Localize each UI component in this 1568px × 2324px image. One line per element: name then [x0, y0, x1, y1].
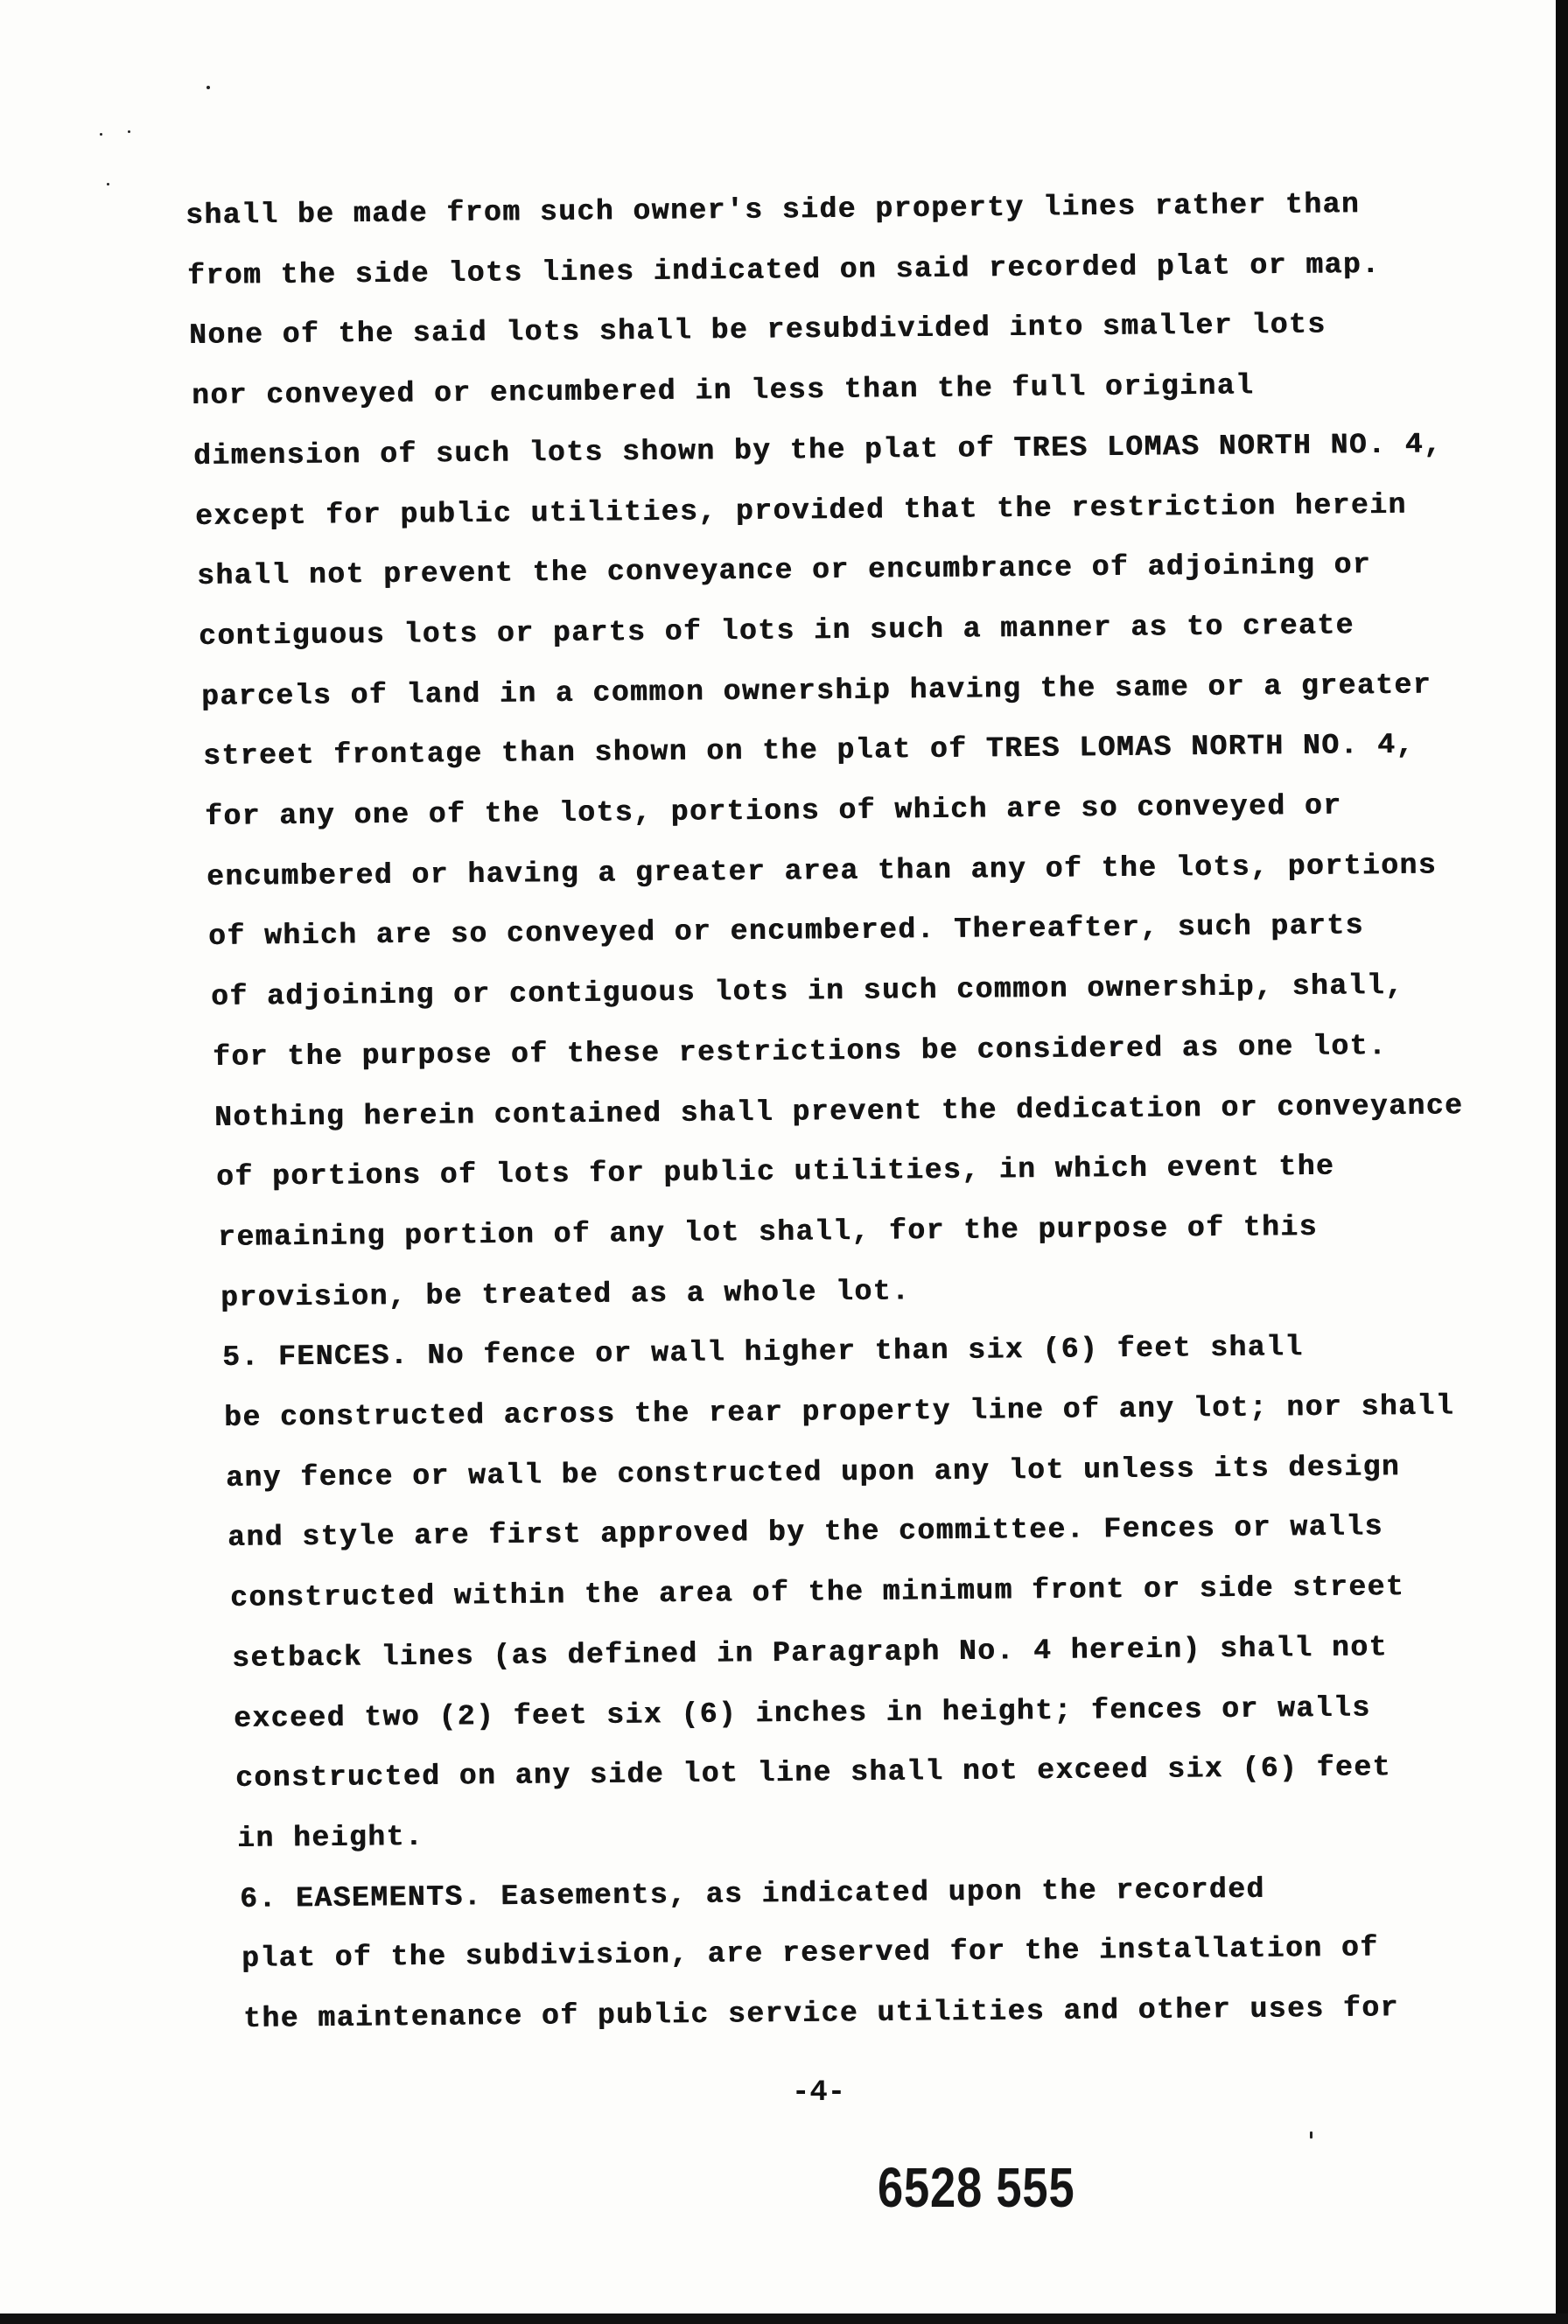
document-text-line: plat of the subdivision, are reserved for the installation of — [241, 1931, 1379, 1976]
document-text-line: the maintenance of public service utilities and other uses for — [242, 1992, 1399, 2035]
document-text-line: encumbered or having a greater area than any of the lots, portions — [206, 849, 1438, 893]
scan-speck — [206, 86, 210, 89]
scan-border-right — [1556, 0, 1568, 2324]
document-text-line: Nothing herein contained shall prevent the dedication or conveyance — [214, 1088, 1464, 1134]
document-text-line: contiguous lots or parts of lots in such a manner as to create — [199, 609, 1355, 653]
document-text-line: shall not prevent the conveyance or encumbrance of adjoining or — [197, 549, 1372, 593]
document-text-line: parcels of land in a common ownership having the same or a greater — [200, 668, 1432, 713]
document-text-line: from the side lots lines indicated on said recorded plat or map. — [187, 248, 1381, 292]
document-text-line: and style are first approved by the committee. Fences or walls — [228, 1510, 1384, 1555]
document-text-line: provision, be treated as a whole lot. — [220, 1275, 910, 1314]
document-text-line: 6. EASEMENTS. Easements, as indicated upon the recorded — [239, 1872, 1265, 1915]
document-text-line: of adjoining or contiguous lots in such common ownership, shall, — [210, 970, 1404, 1014]
document-text-line: constructed on any side lot line shall not exceed six (6) feet — [235, 1751, 1392, 1796]
document-text-line: in height. — [237, 1820, 424, 1855]
document-text-line: any fence or wall be constructed upon any lot unless its design — [226, 1450, 1401, 1494]
document-text-line: of portions of lots for public utilities, in which event the — [216, 1150, 1335, 1194]
recording-stamp: 6528 555 — [878, 2156, 1075, 2219]
document-text-line: for the purpose of these restrictions be considered as one lot. — [212, 1029, 1388, 1074]
scan-speck — [128, 130, 130, 133]
document-text-line: setback lines (as defined in Paragraph No. 4 herein) shall not — [231, 1631, 1388, 1675]
document-text-line: nor conveyed or encumbered in less than the full original — [191, 369, 1255, 413]
document-text-line: exceed two (2) feet six (6) inches in height; fences or walls — [233, 1691, 1371, 1735]
document-text-line: for any one of the lots, portions of which are so conveyed or — [204, 789, 1342, 833]
document-text-line: 5. FENCES. No fence or wall higher than six (6) feet shall — [221, 1331, 1304, 1375]
document-text-line: except for public utilities, provided that the restriction herein — [194, 488, 1407, 533]
document-text-line: shall be made from such owner's side property lines rather than — [185, 188, 1361, 232]
document-text-line: constructed within the area of the minimum front or side street — [229, 1571, 1404, 1615]
scan-speck — [107, 183, 109, 186]
document-text-line: street frontage than shown on the plat of TRES LOMAS NORTH NO. 4, — [202, 729, 1415, 774]
page-number: -4- — [792, 2076, 846, 2110]
document-text-line: remaining portion of any lot shall, for the purpose of this — [218, 1210, 1319, 1254]
document-text-line: dimension of such lots shown by the plat of TRES LOMAS NORTH NO. 4, — [192, 428, 1443, 472]
document-text-line: be constructed across the rear property line of any lot; nor shall — [223, 1390, 1455, 1434]
document-text-line: None of the said lots shall be resubdivided into smaller lots — [189, 308, 1327, 353]
scan-border-bottom — [0, 2314, 1568, 2324]
scan-speck — [100, 133, 102, 136]
document-text-line: of which are so conveyed or encumbered. Thereafter, such parts — [208, 909, 1365, 954]
scan-speck — [1310, 2132, 1312, 2138]
